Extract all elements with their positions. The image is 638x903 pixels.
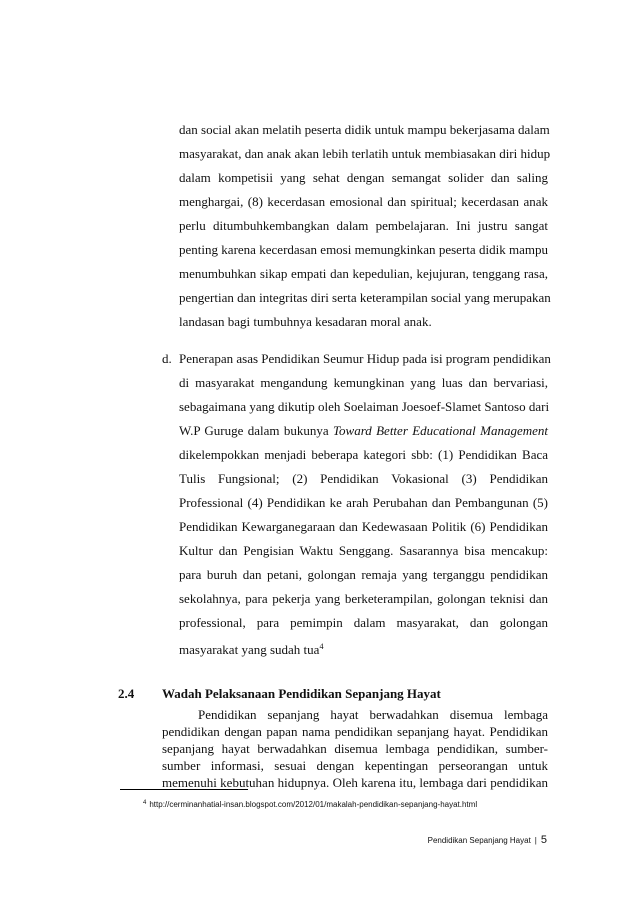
text-line: pengertian dan integritas diri serta keterampilan social yang merupakan — [179, 290, 551, 305]
text-line: Pendidikan sepanjang hayat berwadahkan disemua lembaga — [198, 707, 548, 722]
text-line: menghargai, (8) kecerdasan emosional dan spiritual; kecerdasan anak — [179, 194, 548, 209]
section-number: 2.4 — [118, 686, 135, 701]
text-line: sekolahnya, para pekerja yang berketerampilan, golongan teknisi dan — [179, 591, 548, 606]
text-line: sepanjang hayat berwadahkan disemua lembaga pendidikan, sumber- — [162, 741, 548, 756]
text-line — [179, 423, 548, 439]
text-line: dan social akan melatih peserta didik untuk mampu bekerjasama dalam — [179, 122, 550, 137]
footer-separator: | — [534, 836, 537, 845]
footnote-divider — [120, 789, 248, 790]
text-line: Professional (4) Pendidikan ke arah Perubahan dan Pembangunan (5) — [179, 495, 548, 510]
text-line: landasan bagi tumbuhnya kesadaran moral anak. — [179, 314, 432, 329]
text-line: perlu ditumbuhkembangkan dalam pembelajaran. Ini justru sangat — [179, 218, 548, 233]
book-title: Toward Better Educational Management — [332, 423, 548, 438]
text-line: menumbuhkan sikap empati dan kepedulian, kejujuran, tenggang rasa, — [179, 266, 548, 281]
text-line: pendidikan dengan papan nama pendidikan sepanjang hayat. Pendidikan — [162, 724, 548, 739]
text-line: Tulis Fungsional; (2) Pendidikan Vokasional (3) Pendidikan — [179, 471, 548, 486]
text-line: Pendidikan Kewarganegaraan dan Kedewasaan Politik (6) Pendidikan — [179, 519, 548, 534]
text-line: sebagaimana yang dikutip oleh Soelaiman Joesoef-Slamet Santoso dari — [179, 399, 550, 414]
text-line: dalam kompetisii yang sehat dengan semangat solider dan saling — [179, 170, 548, 185]
text-line: sumber informasi, sesuai dengan kepentingan perseorangan untuk — [162, 758, 548, 773]
page-footer — [428, 834, 547, 847]
footnote-number: 4 — [143, 800, 147, 806]
list-marker: d. — [162, 351, 172, 366]
text-line: Penerapan asas Pendidikan Seumur Hidup pada isi program pendidikan — [179, 351, 551, 366]
footnote-reference[interactable]: 4 — [319, 642, 324, 651]
text-line: Kultur dan Pengisian Waktu Senggang. Sasarannya bisa mencakup: — [179, 543, 548, 558]
text-line: professional, para pemimpin dalam masyarakat, dan golongan — [179, 615, 548, 630]
footnote — [143, 798, 477, 810]
text-line: masyarakat, dan anak akan lebih terlatih untuk membiasakan diri hidup — [179, 146, 551, 161]
text-line: penting karena kecerdasan emosi memungkinkan peserta didik mampu — [179, 242, 548, 257]
text-line — [179, 639, 548, 655]
footnote-link[interactable]: http://cerminanhatial-insan.blogspot.com/2012/01/makalah-pendidikan-sepanjang-hayat.html — [149, 800, 478, 809]
footer-title: Pendidikan Sepanjang Hayat — [427, 836, 531, 845]
text-span: W.P Guruge dalam bukunya — [179, 423, 333, 438]
text-line: di masyarakat mengandung kemungkinan yang luas dan bervariasi, — [179, 375, 548, 390]
section-title: Wadah Pelaksanaan Pendidikan Sepanjang Hayat — [162, 686, 441, 701]
text-line: para buruh dan petani, golongan remaja yang terganggu pendidikan — [179, 567, 548, 582]
text-line: dikelempokkan menjadi beberapa kategori sbb: (1) Pendidikan Baca — [179, 447, 548, 462]
text-line: memenuhi kebutuhan hidupnya. Oleh karena itu, lembaga dari pendidikan — [162, 775, 548, 790]
text-span: masyarakat yang sudah tua — [179, 642, 320, 657]
page-number: 5 — [540, 834, 547, 846]
